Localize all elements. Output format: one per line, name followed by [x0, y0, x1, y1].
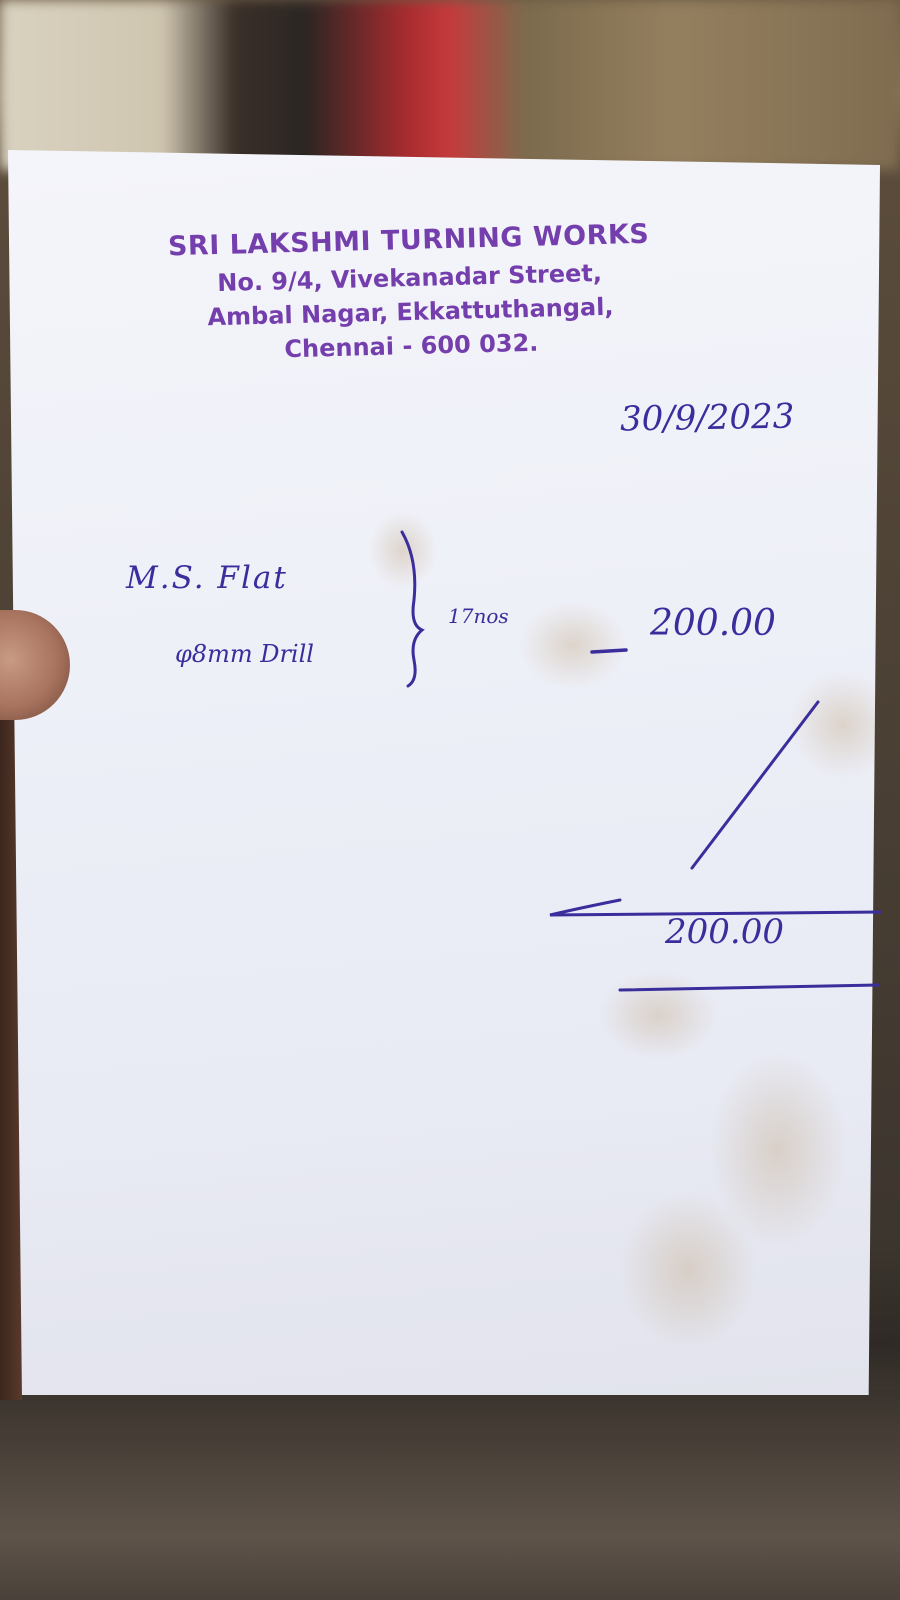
paper-smudge — [708, 1050, 848, 1250]
address-line-3: Chennai - 600 032. — [284, 328, 539, 364]
business-stamp — [148, 218, 671, 367]
receipt-date: 30/9/2023 — [619, 396, 795, 440]
address-line-2: Ambal Nagar, Ekkattuthangal, — [207, 292, 614, 332]
item-description-line-2: φ8mm Drill — [175, 640, 314, 668]
paper-smudge — [598, 970, 718, 1060]
address-line-1: No. 9/4, Vivekanadar Street, — [216, 258, 603, 298]
item-quantity: 17nos — [448, 604, 509, 628]
paper-smudge — [788, 670, 898, 780]
paper-smudge — [368, 510, 438, 590]
background-top — [0, 0, 900, 170]
item-amount: 200.00 — [650, 603, 776, 644]
business-name: SRI LAKSHMI TURNING WORKS — [167, 218, 650, 263]
total-amount: 200.00 — [665, 912, 784, 952]
background-lap — [0, 1390, 900, 1600]
item-description-line-1: M.S. Flat — [126, 560, 288, 596]
paper-smudge — [518, 600, 628, 690]
